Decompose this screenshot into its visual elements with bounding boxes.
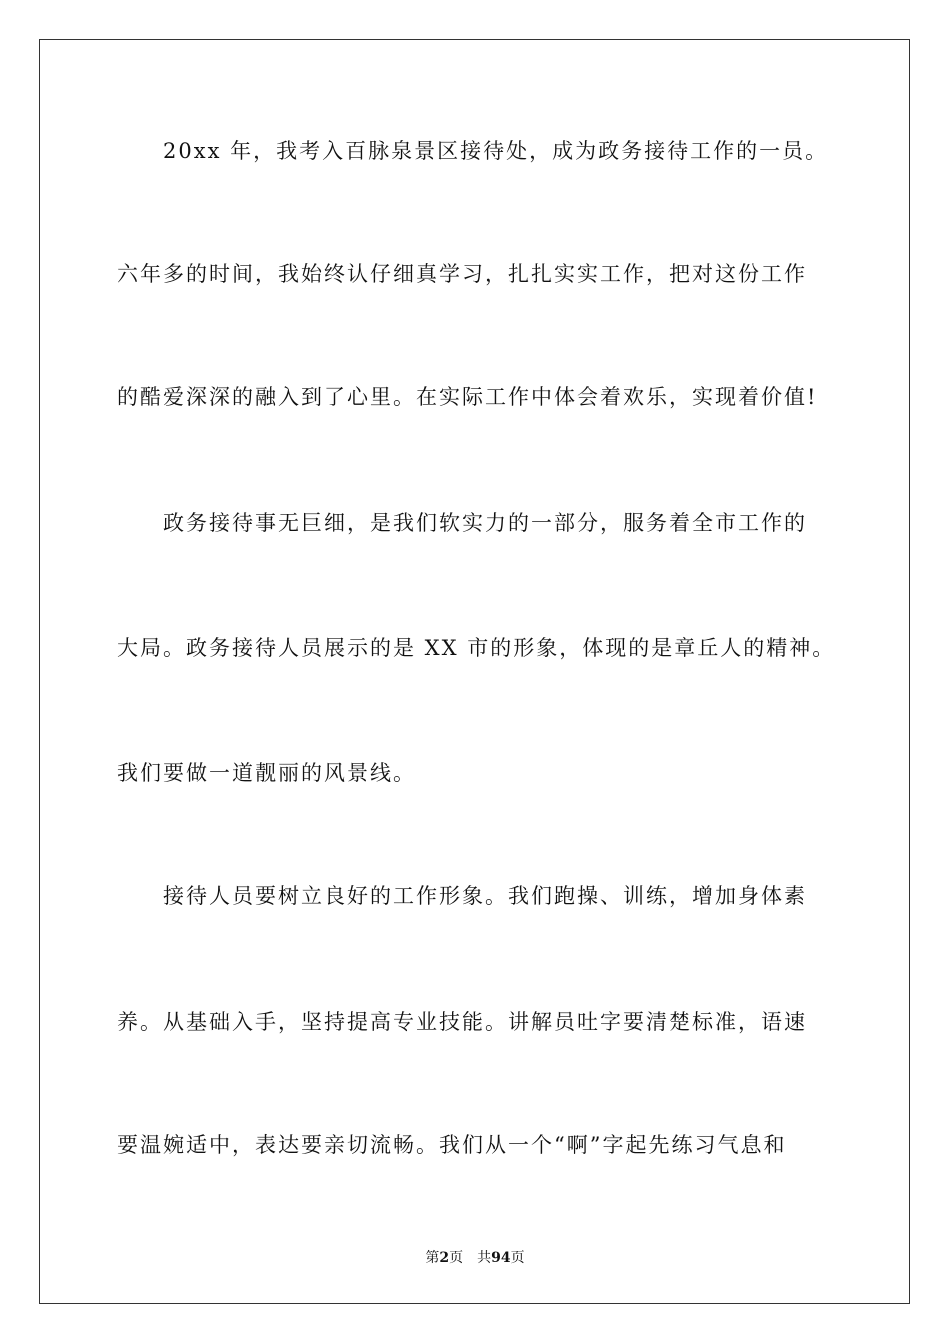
page-prefix: 第: [425, 1250, 440, 1266]
paragraph-3-line-3: 要温婉适中，表达要亲切流畅。我们从一个“啊”字起先练习气息和: [117, 1133, 787, 1157]
page-number: 2: [439, 1250, 450, 1266]
paragraph-2-line-3: 我们要做一道靓丽的风景线。: [117, 761, 416, 785]
paragraph-2-line-2: 大局。政务接待人员展示的是 XX 市的形象，体现的是章丘人的精神。: [117, 636, 836, 660]
total-suffix: 页: [510, 1250, 525, 1266]
total-prefix: 共: [477, 1250, 492, 1266]
page-suffix: 页: [449, 1250, 464, 1266]
page-frame: [39, 39, 910, 1304]
paragraph-1-line-2: 六年多的时间，我始终认仔细真学习，扎扎实实工作，把对这份工作: [117, 262, 807, 286]
paragraph-1-line-1: 20xx 年，我考入百脉泉景区接待处，成为政务接待工作的一员。: [163, 139, 829, 163]
total-pages: 94: [491, 1250, 511, 1266]
paragraph-3-line-1: 接待人员要树立良好的工作形象。我们跑操、训练，增加身体素: [163, 884, 807, 908]
paragraph-3-line-2: 养。从基础入手，坚持提高专业技能。讲解员吐字要清楚标准，语速: [117, 1010, 807, 1034]
page-footer: [0, 1248, 950, 1268]
paragraph-2-line-1: 政务接待事无巨细，是我们软实力的一部分，服务着全市工作的: [163, 511, 807, 535]
paragraph-1-line-3: 的酷爱深深的融入到了心里。在实际工作中体会着欢乐，实现着价值!: [117, 385, 818, 409]
